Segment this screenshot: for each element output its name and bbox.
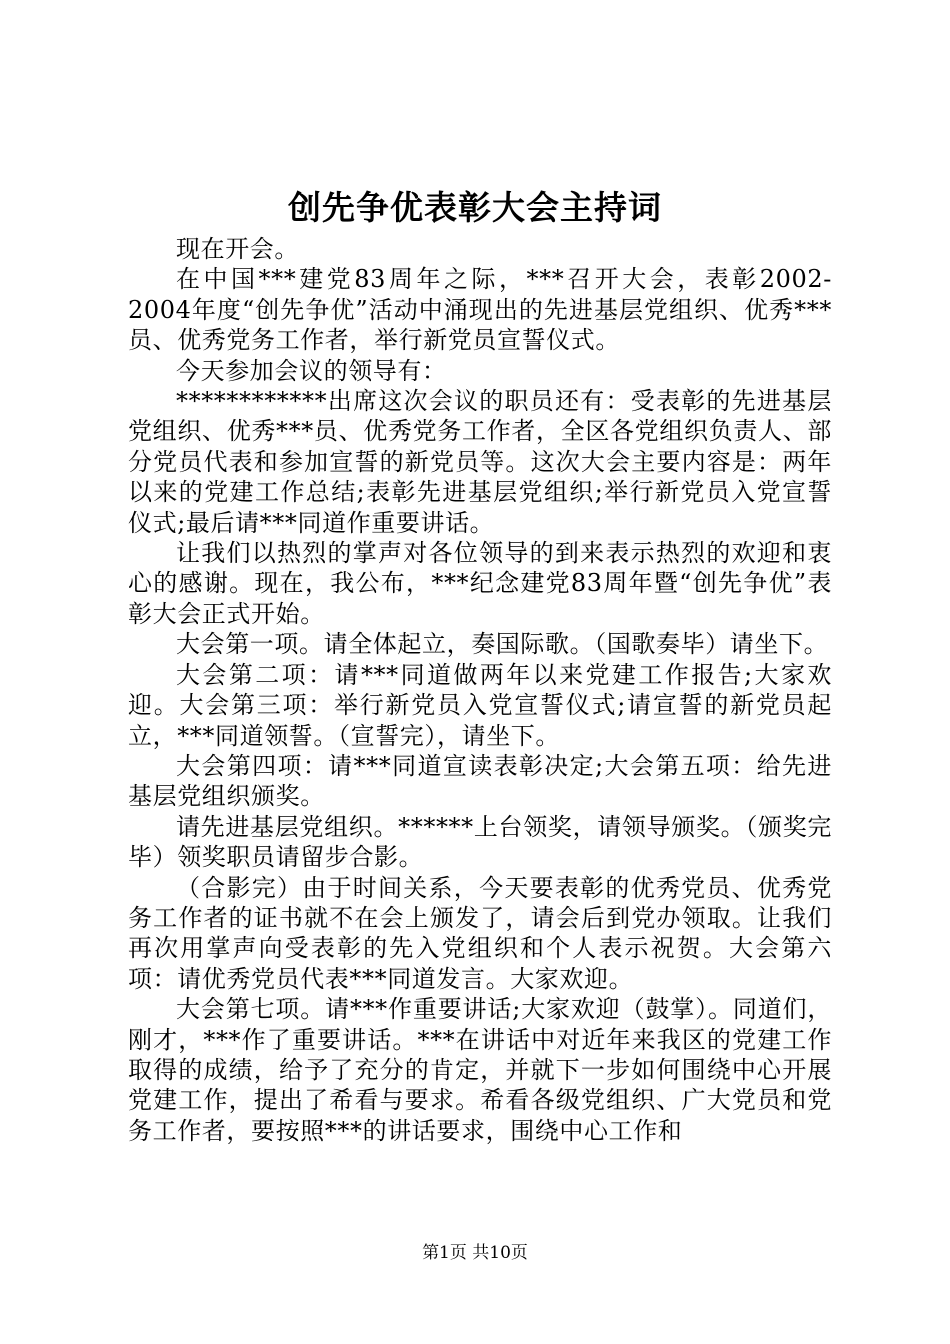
document-body: [128, 234, 832, 1146]
paragraph-purpose: 在中国***建党83周年之际，***召开大会，表彰2002-2004年度“创先争优”活动中涌现出的先进基层党组织、优秀***员、优秀党务工作者，举行新党员宣誓仪式。: [128, 265, 832, 355]
paragraph-item-six: （合影完）由于时间关系，今天要表彰的优秀党员、优秀党务工作者的证书就不在会上颁发了，请会后到党办领取。让我们再次用掌声向受表彰的先入党组织和个人表示祝贺。大会第六项：请优秀党员代表***同道发言。大家欢迎。: [128, 873, 832, 993]
paragraph-item-seven: 大会第七项。请***作重要讲话;大家欢迎（鼓掌）。同道们，刚才，***作了重要讲话。***在讲话中对近年来我区的党建工作取得的成绩，给予了充分的肯定，并就下一步如何围绕中心开展党建工作，提出了希看与要求。希看各级党组织、广大党员和党务工作者，要按照***的讲话要求，围绕中心工作和: [128, 995, 832, 1145]
paragraph-item-two-three: 大会第二项：请***同道做两年以来党建工作报告;大家欢迎。大会第三项：举行新党员入党宣誓仪式;请宣誓的新党员起立，***同道领誓。（宣誓完），请坐下。: [128, 660, 832, 750]
paragraph-leaders: 今天参加会议的领导有：: [176, 356, 447, 385]
paragraph-welcome: 让我们以热烈的掌声对各位领导的到来表示热烈的欢迎和衷心的感谢。现在，我公布，***纪念建党83周年暨“创先争优”表彰大会正式开始。: [128, 539, 832, 628]
paragraph-opening: 现在开会。: [176, 235, 299, 263]
paragraph-awards: 请先进基层党组织。******上台领奖，请领导颁奖。（颁奖完毕）领奖职员请留步合影。: [128, 812, 832, 872]
page-number: 第1页 共10页: [422, 1243, 528, 1263]
paragraph-item-one: 大会第一项。请全体起立，奏国际歌。（国歌奏毕）请坐下。: [176, 630, 829, 659]
document-title: 创先争优表彰大会主持词: [288, 188, 662, 227]
paragraph-attendees: ************出席这次会议的职员还有：受表彰的先进基层党组织、优秀***员、优秀党务工作者，全区各党组织负责人、部分党员代表和参加宣誓的新党员等。这次大会主要内容是：两年以来的党建工作总结;表彰先进基层党组织;举行新党员入党宣誓仪式;最后请***同道作重要讲话。: [128, 387, 832, 537]
paragraph-item-four-five: 大会第四项：请***同道宣读表彰决定;大会第五项：给先进基层党组织颁奖。: [128, 751, 832, 811]
